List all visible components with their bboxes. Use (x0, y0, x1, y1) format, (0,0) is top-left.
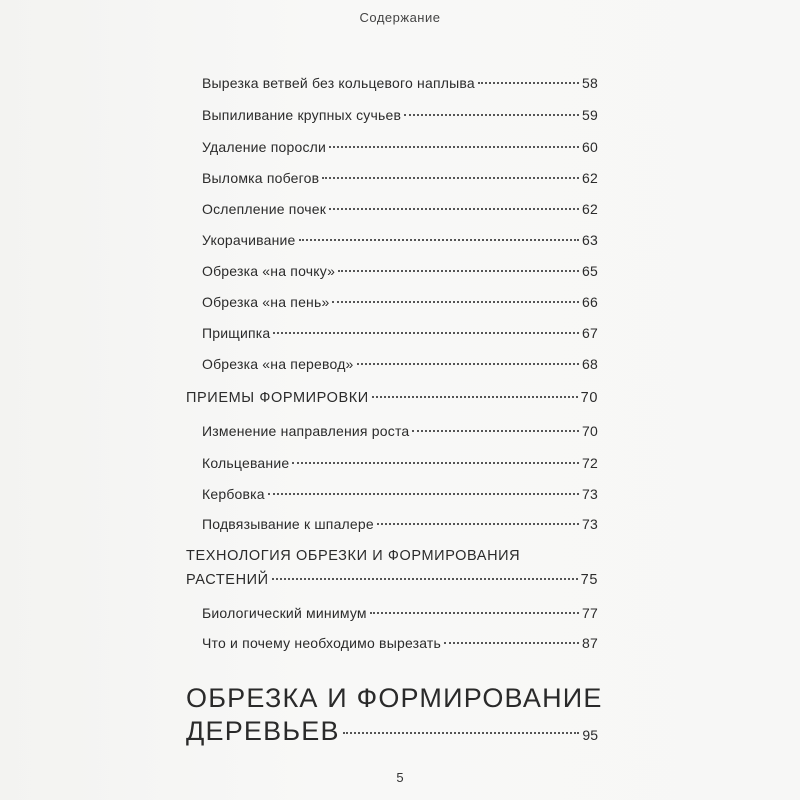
leader-dots (322, 177, 579, 179)
toc-entry-label: Прищипка (202, 325, 271, 341)
leader-dots (292, 462, 579, 464)
toc-entry-label: Кольцевание (202, 455, 290, 471)
toc-entry[interactable] (202, 486, 598, 502)
toc-entry-label: Что и почему необходимо вырезать (202, 635, 442, 651)
toc-entry-label: Обрезка «на пень» (202, 294, 330, 310)
toc-entry[interactable] (202, 516, 598, 532)
toc-chapter-page: 95 (582, 727, 598, 743)
toc-chapter-line1[interactable]: ОБРЕЗКА И ФОРМИРОВАНИЕ (186, 683, 603, 713)
toc-section-technology-line1[interactable]: ТЕХНОЛОГИЯ ОБРЕЗКИ И ФОРМИРОВАНИЯ (186, 548, 521, 564)
toc-entry-label: Биологический минимум (202, 605, 367, 621)
toc-chapter[interactable] (186, 716, 598, 747)
toc-entry-label: Обрезка «на перевод» (202, 356, 354, 372)
toc-entry-page: 62 (582, 201, 598, 217)
toc-entry[interactable] (202, 356, 598, 372)
toc-chapter-label: ДЕРЕВЬЕВ (186, 716, 340, 746)
toc-entry-page: 59 (582, 107, 598, 123)
leader-dots (329, 208, 579, 210)
toc-entry-page: 68 (582, 356, 598, 372)
toc-entry[interactable] (202, 455, 598, 471)
toc-entry-page: 70 (582, 423, 598, 439)
toc-section-label: ПРИЕМЫ ФОРМИРОВКИ (186, 390, 369, 406)
toc-section-formation[interactable] (186, 390, 598, 406)
toc-entry[interactable] (202, 232, 598, 248)
toc-entry[interactable] (202, 635, 598, 651)
leader-dots (370, 612, 579, 614)
toc-entry-label: Кербовка (202, 486, 265, 502)
toc-entry-page: 65 (582, 263, 598, 279)
leader-dots (357, 363, 579, 365)
leader-dots (268, 493, 579, 495)
toc-section-page: 75 (580, 572, 598, 588)
leader-dots (272, 578, 578, 580)
toc-entry-label: Вырезка ветвей без кольцевого наплыва (202, 75, 475, 91)
toc-entry-page: 63 (582, 232, 598, 248)
toc-entry-label: Ослепление почек (202, 201, 327, 217)
page-number: 5 (396, 770, 404, 785)
toc-entry-page: 58 (582, 75, 598, 91)
toc-entry[interactable] (202, 263, 598, 279)
toc-entry-page: 66 (582, 294, 598, 310)
toc-entry-label: Подвязывание к шпалере (202, 516, 374, 532)
toc-entry[interactable] (202, 605, 598, 621)
toc-entry-page: 77 (582, 605, 598, 621)
toc-entry-page: 73 (582, 486, 598, 502)
leader-dots (338, 270, 579, 272)
toc-entry-label: Выломка побегов (202, 170, 320, 186)
toc-entry-label: Укорачивание (202, 232, 296, 248)
toc-section-technology[interactable] (186, 572, 598, 588)
toc-entry[interactable] (202, 423, 598, 439)
leader-dots (329, 146, 579, 148)
leader-dots (444, 642, 579, 644)
leader-dots (299, 239, 579, 241)
leader-dots (478, 82, 579, 84)
leader-dots (273, 332, 579, 334)
leader-dots (343, 732, 580, 734)
toc-entry[interactable] (202, 107, 598, 123)
toc-entry-label: Обрезка «на почку» (202, 263, 336, 279)
toc-entry[interactable] (202, 75, 598, 91)
toc-entry-page: 67 (582, 325, 598, 341)
running-head: Содержание (359, 10, 441, 25)
leader-dots (412, 430, 579, 432)
toc-entry-page: 87 (582, 635, 598, 651)
toc-entry[interactable] (202, 294, 598, 310)
toc-entry[interactable] (202, 325, 598, 341)
toc-entry-page: 73 (582, 516, 598, 532)
toc-section-page: 70 (580, 390, 598, 406)
toc-entry-label: Изменение направления роста (202, 423, 410, 439)
toc-entry[interactable] (202, 201, 598, 217)
toc-entry-label: Выпиливание крупных сучьев (202, 107, 402, 123)
toc-entry-page: 60 (582, 139, 598, 155)
leader-dots (404, 114, 579, 116)
leader-dots (332, 301, 579, 303)
leader-dots (372, 396, 578, 398)
leader-dots (377, 523, 579, 525)
toc-entry-page: 62 (582, 170, 598, 186)
toc-entry-page: 72 (582, 455, 598, 471)
toc-section-label: РАСТЕНИЙ (186, 572, 269, 588)
toc-entry[interactable] (202, 170, 598, 186)
toc-entry[interactable] (202, 139, 598, 155)
toc-entry-label: Удаление поросли (202, 139, 327, 155)
